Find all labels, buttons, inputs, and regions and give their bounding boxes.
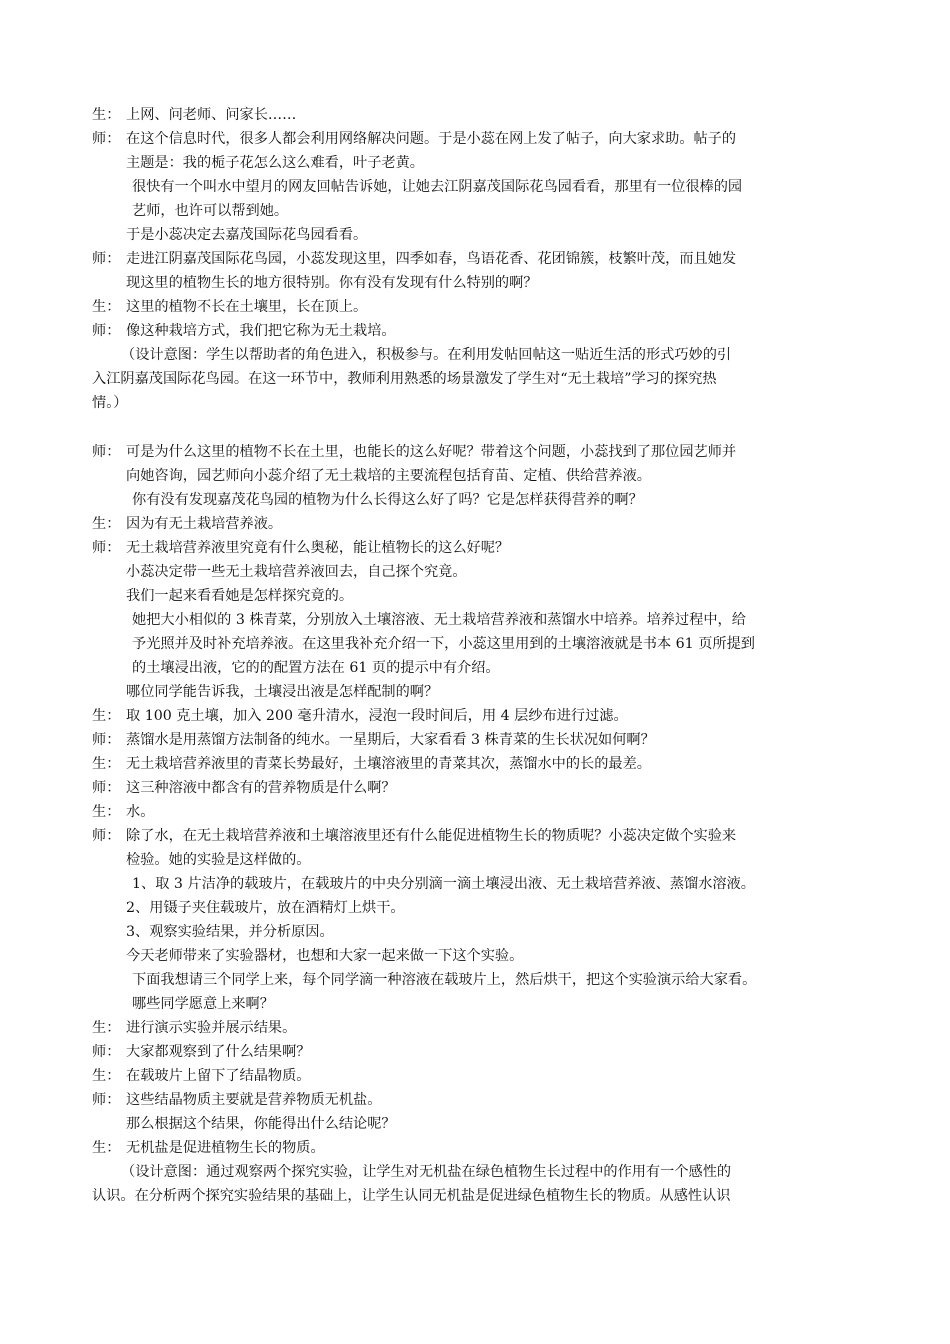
speaker-label: 生： bbox=[92, 804, 121, 820]
dialogue-line bbox=[92, 824, 872, 848]
dialogue-line bbox=[92, 247, 872, 271]
line-text: 进行演示实验并展示结果。 bbox=[126, 1020, 297, 1036]
paragraph-line: 你有没有发现嘉茂花鸟园的植物为什么长得这么好了吗？它是怎样获得营养的啊？ bbox=[132, 492, 643, 508]
line-text: 水。 bbox=[126, 804, 155, 820]
line-text: 取 100 克土壤，加入 200 毫升清水，浸泡一段时间后，用 4 层纱布进行过滤。 bbox=[126, 708, 628, 724]
paragraph-line: 她把大小相似的 3 株青菜，分别放入土壤溶液、无土栽培营养液和蒸馏水中培养。培养过程中，给 bbox=[132, 612, 746, 628]
line-text: 这里的植物不长在土壤里，长在顶上。 bbox=[126, 299, 368, 315]
paragraph-line: 小蕊决定带一些无土栽培营养液回去，自己探个究竟。 bbox=[126, 564, 467, 580]
line-text: 走进江阴嘉茂国际花鸟园，小蕊发现这里，四季如春，鸟语花香、花团锦簇，枝繁叶茂，而且她发 bbox=[126, 251, 737, 267]
line-text: 无土栽培营养液里究竟有什么奥秘，能让植物长的这么好呢？ bbox=[126, 540, 510, 556]
speaker-label: 师： bbox=[92, 780, 121, 796]
line-text: 除了水，在无土栽培营养液和土壤溶液里还有什么能促进植物生长的物质呢？小蕊决定做个实验来 bbox=[126, 828, 737, 844]
paragraph-line: 艺师，也许可以帮到她。 bbox=[132, 203, 289, 219]
dialogue-line bbox=[92, 319, 872, 343]
speaker-label: 生： bbox=[92, 1020, 121, 1036]
design-intent-line: （设计意图：通过观察两个探究实验，让学生对无机盐在绿色植物生长过程中的作用有一个感性的 bbox=[121, 1164, 732, 1180]
line-text: 大家都观察到了什么结果啊？ bbox=[126, 1044, 311, 1060]
section-gap bbox=[92, 415, 872, 440]
dialogue-line bbox=[92, 704, 872, 728]
speaker-label: 生： bbox=[92, 1140, 121, 1156]
dialogue-line bbox=[92, 776, 872, 800]
line-text: 这三种溶液中都含有的营养物质是什么啊？ bbox=[126, 780, 396, 796]
speaker-label: 师： bbox=[92, 323, 121, 339]
speaker-label: 师： bbox=[92, 251, 121, 267]
speaker-label: 生： bbox=[92, 1068, 121, 1084]
continuation-line: 主题是：我的栀子花怎么这么难看，叶子老黄。 bbox=[126, 155, 424, 171]
speaker-label: 师： bbox=[92, 1044, 121, 1060]
paragraph-line: 那么根据这个结果，你能得出什么结论呢？ bbox=[126, 1116, 396, 1132]
dialogue-line bbox=[92, 1088, 872, 1112]
design-intent-line: 认识。在分析两个探究实验结果的基础上，让学生认同无机盐是促进绿色植物生长的物质。从感性认识 bbox=[92, 1188, 731, 1204]
design-intent-line: 情。） bbox=[92, 395, 128, 411]
line-text: 蒸馏水是用蒸馏方法制备的纯水。一星期后，大家看看 3 株青菜的生长状况如何啊？ bbox=[126, 732, 655, 748]
dialogue-line bbox=[92, 1040, 872, 1064]
continuation-line: 向她咨询，园艺师向小蕊介绍了无土栽培的主要流程包括育苗、定植、供给营养液。 bbox=[126, 468, 651, 484]
step-line: 3、观察实验结果，并分析原因。 bbox=[126, 924, 334, 940]
design-intent-line: 入江阴嘉茂国际花鸟园。在这一环节中，教师利用熟悉的场景激发了学生对“无土栽培”学习的探究热 bbox=[92, 371, 717, 387]
dialogue-line bbox=[92, 440, 872, 464]
line-text: 可是为什么这里的植物不长在土里，也能长的这么好呢？带着这个问题，小蕊找到了那位园艺师并 bbox=[126, 444, 737, 460]
speaker-label: 师： bbox=[92, 1092, 121, 1108]
line-text: 无机盐是促进植物生长的物质。 bbox=[126, 1140, 325, 1156]
speaker-label: 师： bbox=[92, 540, 121, 556]
line-text: 在载玻片上留下了结晶物质。 bbox=[126, 1068, 311, 1084]
dialogue-line bbox=[92, 752, 872, 776]
paragraph-line: 下面我想请三个同学上来，每个同学滴一种溶液在载玻片上，然后烘干，把这个实验演示给大家看。 bbox=[132, 972, 757, 988]
dialogue-line bbox=[92, 1064, 872, 1088]
dialogue-line bbox=[92, 127, 872, 151]
dialogue-line bbox=[92, 536, 872, 560]
dialogue-line bbox=[92, 1136, 872, 1160]
line-text: 上网、问老师、问家长…… bbox=[126, 107, 297, 123]
speaker-label: 师： bbox=[92, 732, 121, 748]
paragraph-line: 于是小蕊决定去嘉茂国际花鸟园看看。 bbox=[126, 227, 368, 243]
paragraph-line: 予光照并及时补充培养液。在这里我补充介绍一下，小蕊这里用到的土壤溶液就是书本 61 页所提到 bbox=[132, 636, 755, 652]
line-text: 像这种栽培方式，我们把它称为无土栽培。 bbox=[126, 323, 396, 339]
paragraph-line: 我们一起来看看她是怎样探究竟的。 bbox=[126, 588, 354, 604]
line-text: 在这个信息时代，很多人都会利用网络解决问题。于是小蕊在网上发了帖子，向大家求助。帖子的 bbox=[126, 131, 737, 147]
continuation-line: 检验。她的实验是这样做的。 bbox=[126, 852, 311, 868]
line-text: 这些结晶物质主要就是营养物质无机盐。 bbox=[126, 1092, 382, 1108]
dialogue-line bbox=[92, 512, 872, 536]
design-intent-line: （设计意图：学生以帮助者的角色进入，积极参与。在利用发帖回帖这一贴近生活的形式巧妙的引 bbox=[121, 347, 732, 363]
continuation-line: 现这里的植物生长的地方很特别。你有没有发现有什么特别的啊？ bbox=[126, 275, 538, 291]
line-text: 因为有无土栽培营养液。 bbox=[126, 516, 283, 532]
dialogue-line bbox=[92, 295, 872, 319]
speaker-label: 生： bbox=[92, 708, 121, 724]
paragraph-line: 今天老师带来了实验器材，也想和大家一起来做一下这个实验。 bbox=[126, 948, 524, 964]
speaker-label: 生： bbox=[92, 516, 121, 532]
speaker-label: 生： bbox=[92, 299, 121, 315]
dialogue-line bbox=[92, 103, 872, 127]
paragraph-line: 的土壤浸出液，它的的配置方法在 61 页的提示中有介绍。 bbox=[132, 660, 500, 676]
step-line: 1、取 3 片洁净的载玻片，在载玻片的中央分别滴一滴土壤浸出液、无土栽培营养液、蒸馏水溶液。 bbox=[132, 876, 755, 892]
speaker-label: 师： bbox=[92, 828, 121, 844]
dialogue-line bbox=[92, 728, 872, 752]
dialogue-line bbox=[92, 800, 872, 824]
paragraph-line: 哪位同学能告诉我，土壤浸出液是怎样配制的啊？ bbox=[126, 684, 439, 700]
speaker-label: 师： bbox=[92, 444, 121, 460]
speaker-label: 生： bbox=[92, 107, 121, 123]
speaker-label: 生： bbox=[92, 756, 121, 772]
step-line: 2、用镊子夹住载玻片，放在酒精灯上烘干。 bbox=[126, 900, 405, 916]
line-text: 无土栽培营养液里的青菜长势最好，土壤溶液里的青菜其次，蒸馏水中的长的最差。 bbox=[126, 756, 651, 772]
speaker-label: 师： bbox=[92, 131, 121, 147]
document-body bbox=[92, 103, 872, 1208]
paragraph-line: 哪些同学愿意上来啊？ bbox=[132, 996, 274, 1012]
paragraph-line: 很快有一个叫水中望月的网友回帖告诉她，让她去江阴嘉茂国际花鸟园看看，那里有一位很棒的园 bbox=[132, 179, 743, 195]
dialogue-line bbox=[92, 1016, 872, 1040]
